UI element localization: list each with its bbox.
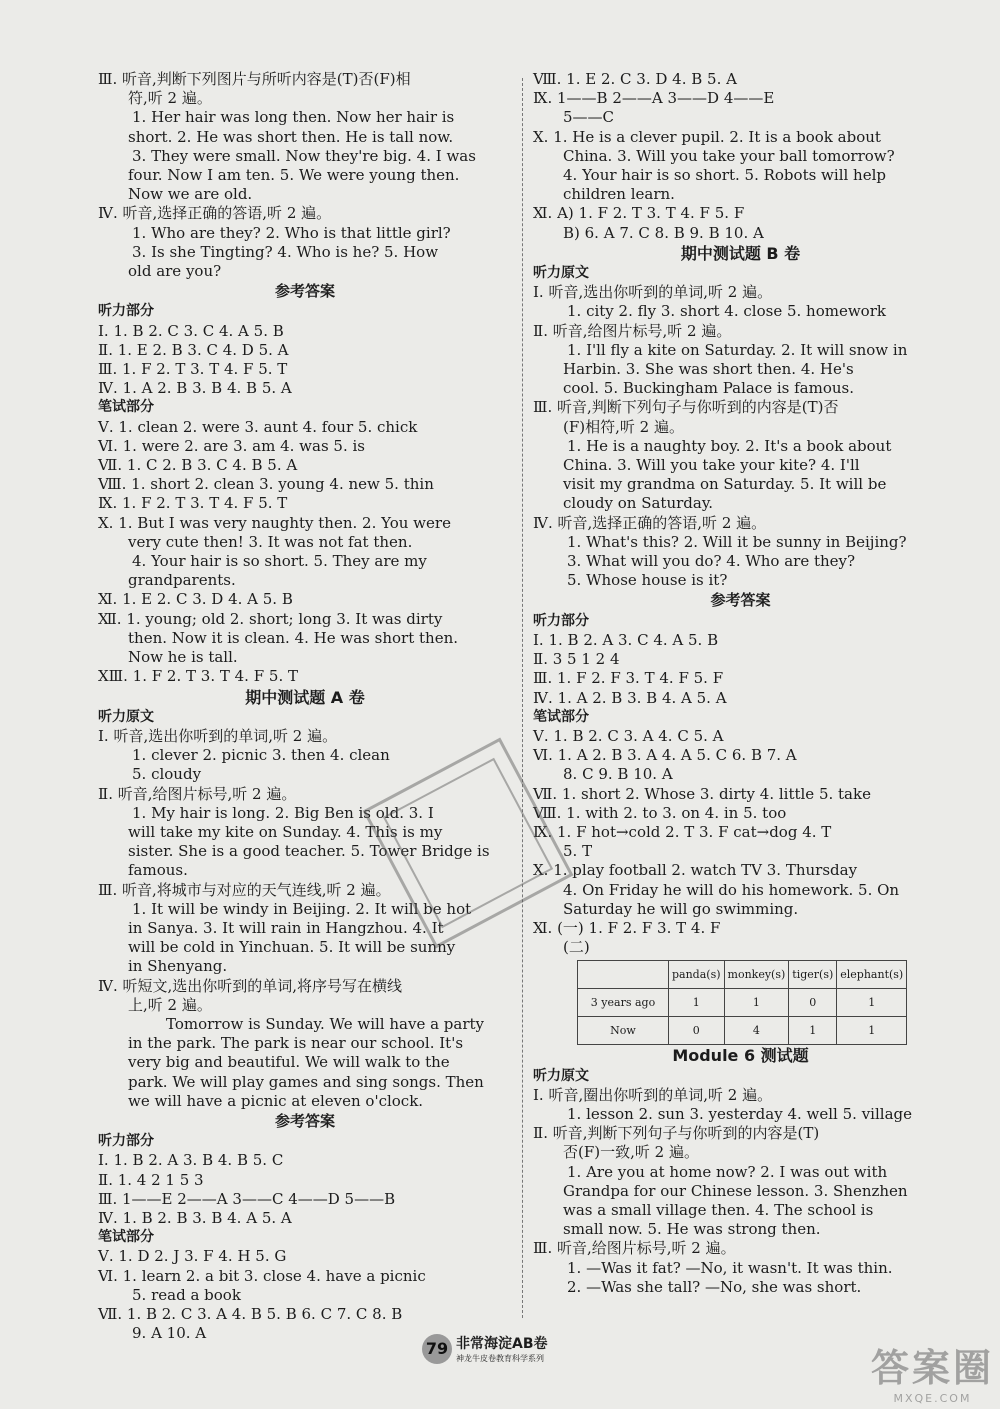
- text-line: famous.: [128, 861, 188, 880]
- text-line: Harbin. 3. She was short then. 4. He's: [563, 360, 854, 379]
- part-label: 听力原文: [533, 265, 589, 282]
- text-line: Ⅲ. 1——E 2——A 3——C 4——D 5——B: [98, 1189, 396, 1208]
- part-label: 笔试部分: [533, 708, 589, 725]
- text-line: Ⅰ. 听音,圈出你听到的单词,听 2 遍。: [533, 1085, 773, 1104]
- text-line: 3. Is she Tingting? 4. Who is he? 5. How: [132, 242, 439, 261]
- text-line: 1. Who are they? 2. Who is that little girl?: [132, 223, 451, 242]
- text-line: 4. Your hair is so short. 5. Robots will help: [563, 166, 886, 185]
- text-line: 3. What will you do? 4. Who are they?: [567, 552, 856, 571]
- table-row: [578, 1017, 907, 1045]
- text-line: 1. I'll fly a kite on Saturday. 2. It will snow in: [567, 340, 908, 359]
- text-line: Ⅷ. 1. with 2. to 3. on 4. in 5. too: [533, 803, 787, 822]
- text-line: Ⅰ. 1. B 2. A 3. B 4. B 5. C: [98, 1151, 284, 1170]
- text-line: Ⅵ. 1. learn 2. a bit 3. close 4. have a picnic: [98, 1266, 426, 1285]
- text-line: will be cold in Yinchuan. 5. It will be sunny: [128, 938, 456, 957]
- text-line: Ⅰ. 听音,选出你听到的单词,听 2 遍。: [533, 283, 773, 302]
- column-divider: [522, 78, 523, 1318]
- table-cell: Now: [578, 1017, 669, 1045]
- text-line: Ⅹ. 1. He is a clever pupil. 2. It is a book about: [533, 127, 881, 146]
- table-cell: 4: [724, 1017, 789, 1045]
- watermark-logo-text: 答案圈: [870, 1346, 994, 1390]
- text-line: Ⅰ. 1. B 2. C 3. C 4. A 5. B: [98, 321, 284, 340]
- text-line: Ⅺ. 1. E 2. C 3. D 4. A 5. B: [98, 590, 293, 609]
- text-line: will take my kite on Sunday. 4. This is my: [128, 822, 443, 841]
- footer-title: 非常海淀AB卷: [456, 1336, 548, 1352]
- text-line: children learn.: [563, 185, 675, 204]
- text-line: very big and beautiful. We will walk to the: [128, 1053, 450, 1072]
- text-line: Ⅴ. 1. D 2. J 3. F 4. H 5. G: [98, 1247, 287, 1266]
- text-line: cloudy on Saturday.: [563, 494, 714, 513]
- text-line: 5. T: [563, 842, 593, 861]
- text-line: 1. —Was it fat? —No, it wasn't. It was thin.: [567, 1258, 893, 1277]
- text-line: Ⅳ. 听音,选择正确的答语,听 2 遍。: [533, 513, 767, 532]
- text-line: Ⅲ. 听音,给图片标号,听 2 遍。: [533, 1239, 736, 1258]
- table-cell: 3 years ago: [578, 989, 669, 1017]
- table-cell: 1: [669, 989, 725, 1017]
- text-line: Saturday he will go swimming.: [563, 899, 799, 918]
- text-line: Ⅳ. 1. B 2. B 3. B 4. A 5. A: [98, 1208, 292, 1227]
- text-line: Ⅹ. 1. play football 2. watch TV 3. Thursday: [533, 861, 858, 880]
- text-line: (二): [563, 938, 590, 957]
- table-cell: 1: [724, 989, 789, 1017]
- text-line: Ⅳ. 听音,选择正确的答语,听 2 遍。: [98, 204, 332, 223]
- text-line: Ⅶ. 1. B 2. C 3. A 4. B 5. B 6. C 7. C 8. B: [98, 1305, 403, 1323]
- text-line: cool. 5. Buckingham Palace is famous.: [563, 379, 854, 398]
- text-line: Ⅱ. 听音,判断下列句子与你听到的内容是(T): [533, 1124, 820, 1143]
- text-line: in Shenyang.: [128, 957, 228, 976]
- text-line: 2. —Was she tall? —No, she was short.: [567, 1277, 862, 1296]
- text-line: Ⅱ. 1. 4 2 1 5 3: [98, 1170, 204, 1189]
- text-line: Ⅵ. 1. A 2. B 3. A 4. A 5. C 6. B 7. A: [533, 746, 797, 765]
- text-line: Ⅰ. 1. B 2. A 3. C 4. A 5. B: [533, 630, 719, 649]
- right-column: [533, 70, 948, 1297]
- text-line: Ⅴ. 1. B 2. C 3. A 4. C 5. A: [533, 726, 724, 745]
- text-line: Ⅲ. 1. F 2. F 3. T 4. F 5. F: [533, 669, 724, 688]
- text-line: in Sanya. 3. It will rain in Hangzhou. 4. It: [128, 918, 444, 937]
- text-line: Ⅳ. 听短文,选出你听到的单词,将序号写在横线: [98, 976, 403, 995]
- table-cell: 1: [789, 1017, 837, 1045]
- text-line: 5——C: [563, 108, 615, 127]
- table-header-cell: tiger(s): [789, 961, 837, 989]
- text-line: Ⅸ. 1. F 2. T 3. T 4. F 5. T: [98, 494, 288, 513]
- table-cell: 1: [837, 989, 907, 1017]
- text-line: Ⅹ. 1. But I was very naughty then. 2. You were: [98, 513, 451, 532]
- table-header-cell: monkey(s): [724, 961, 789, 989]
- text-line: B) 6. A 7. C 8. B 9. B 10. A: [563, 223, 764, 242]
- text-line: grandparents.: [128, 571, 236, 590]
- part-label: 听力原文: [533, 1067, 589, 1084]
- text-line: Ⅲ. 听音,判断下列图片与所听内容是(T)否(F)相: [98, 70, 411, 88]
- table-header-cell: panda(s): [669, 961, 725, 989]
- table-header-row: [578, 961, 907, 989]
- text-line: 8. C 9. B 10. A: [563, 765, 673, 784]
- text-line: 符,听 2 遍。: [128, 89, 212, 108]
- footer-subtitle: 神龙牛皮卷教育科学系列: [456, 1354, 544, 1363]
- table-header-cell: [578, 961, 669, 989]
- text-line: Ⅺ. A) 1. F 2. T 3. T 4. F 5. F: [533, 204, 745, 223]
- text-line: 1. clever 2. picnic 3. then 4. clean: [132, 746, 390, 765]
- page-number: 79: [422, 1334, 452, 1364]
- text-line: in the park. The park is near our school. It's: [128, 1034, 464, 1053]
- text-line: Ⅳ. 1. A 2. B 3. B 4. B 5. A: [98, 379, 292, 398]
- text-line: we will have a picnic at eleven o'clock.: [128, 1091, 424, 1110]
- text-line: Now we are old.: [128, 185, 253, 204]
- text-line: 1. Her hair was long then. Now her hair is: [132, 108, 455, 127]
- text-line: (F)相符,听 2 遍。: [563, 417, 684, 436]
- text-line: Ⅵ. 1. were 2. are 3. am 4. was 5. is: [98, 436, 365, 455]
- watermark-logo: [871, 1337, 994, 1405]
- text-line: Ⅱ. 听音,给图片标号,听 2 遍。: [98, 784, 297, 803]
- text-line: Ⅱ. 听音,给图片标号,听 2 遍。: [533, 321, 732, 340]
- part-label: 听力部分: [98, 1133, 154, 1150]
- text-line: Ⅴ. 1. clean 2. were 3. aunt 4. four 5. chick: [98, 417, 418, 436]
- text-line: 1. It will be windy in Beijing. 2. It will be hot: [132, 899, 472, 918]
- table-header-cell: elephant(s): [837, 961, 907, 989]
- text-line: 5. Whose house is it?: [567, 571, 728, 590]
- text-line: very cute then! 3. It was not fat then.: [128, 532, 413, 551]
- text-line: park. We will play games and sing songs. Then: [128, 1072, 484, 1091]
- text-line: 5. cloudy: [132, 765, 202, 784]
- text-line: then. Now it is clean. 4. He was short then.: [128, 628, 458, 647]
- text-line: 1. lesson 2. sun 3. yesterday 4. well 5. village: [567, 1104, 912, 1123]
- page-footer: [422, 1333, 548, 1364]
- text-line: Ⅸ. 1——B 2——A 3——D 4——E: [533, 89, 775, 108]
- part-label: 听力原文: [98, 708, 154, 725]
- section-heading: Module 6 测试题: [672, 1046, 809, 1066]
- text-line: Ⅲ. 听音,将城市与对应的天气连线,听 2 遍。: [98, 880, 391, 899]
- text-line: ⅩⅢ. 1. F 2. T 3. T 4. F 5. T: [98, 667, 298, 686]
- text-line: Ⅷ. 1. E 2. C 3. D 4. B 5. A: [533, 70, 737, 88]
- text-line: Ⅰ. 听音,选出你听到的单词,听 2 遍。: [98, 726, 338, 745]
- part-label: 笔试部分: [98, 1229, 154, 1246]
- animal-count-table: [577, 960, 907, 1045]
- text-line: Now he is tall.: [128, 648, 238, 667]
- text-line: small now. 5. He was strong then.: [563, 1220, 821, 1239]
- section-heading: 参考答案: [274, 282, 335, 301]
- text-line: China. 3. Will you take your ball tomorrow?: [563, 146, 895, 165]
- table-row: [578, 989, 907, 1017]
- text-line: China. 3. Will you take your kite? 4. I'll: [563, 456, 860, 475]
- table-cell: 1: [837, 1017, 907, 1045]
- text-line: 上,听 2 遍。: [128, 995, 212, 1014]
- section-heading: 参考答案: [274, 1111, 335, 1130]
- watermark-url: MXQE.COM: [893, 1392, 972, 1405]
- text-line: Tomorrow is Sunday. We will have a party: [166, 1014, 485, 1033]
- text-line: Ⅲ. 1. F 2. T 3. T 4. F 5. T: [98, 360, 288, 379]
- text-line: Ⅶ. 1. C 2. B 3. C 4. B 5. A: [98, 456, 298, 475]
- text-line: Grandpa for our Chinese lesson. 3. Shenzhen: [563, 1181, 908, 1200]
- part-label: 听力部分: [98, 303, 154, 320]
- text-line: 1. My hair is long. 2. Big Ben is old. 3. I: [132, 803, 434, 822]
- text-line: visit my grandma on Saturday. 5. It will be: [563, 475, 887, 494]
- text-line: Ⅷ. 1. short 2. clean 3. young 4. new 5. thin: [98, 475, 434, 494]
- text-line: Ⅻ. 1. young; old 2. short; long 3. It was dirty: [98, 609, 443, 628]
- section-heading: 参考答案: [710, 591, 771, 610]
- text-line: 4. Your hair is so short. 5. They are my: [132, 552, 427, 571]
- text-line: 1. He is a naughty boy. 2. It's a book about: [567, 436, 892, 455]
- text-line: 1. What's this? 2. Will it be sunny in Beijing?: [567, 532, 907, 551]
- text-line: short. 2. He was short then. He is tall now.: [128, 127, 454, 146]
- section-heading: 期中测试题 B 卷: [680, 243, 801, 263]
- text-line: Ⅲ. 听音,判断下列句子与你听到的内容是(T)否: [533, 398, 839, 417]
- text-line: Ⅳ. 1. A 2. B 3. B 4. A 5. A: [533, 688, 727, 707]
- text-line: 5. read a book: [132, 1285, 241, 1304]
- text-line: four. Now I am ten. 5. We were young then.: [128, 166, 460, 185]
- text-line: 1. Are you at home now? 2. I was out with: [567, 1162, 888, 1181]
- text-line: old are you?: [128, 262, 222, 281]
- table-cell: 0: [789, 989, 837, 1017]
- text-line: 否(F)一致,听 2 遍。: [563, 1143, 699, 1162]
- text-line: 4. On Friday he will do his homework. 5. On: [563, 880, 900, 899]
- text-line: Ⅱ. 3 5 1 2 4: [533, 650, 620, 669]
- text-line: Ⅱ. 1. E 2. B 3. C 4. D 5. A: [98, 340, 289, 359]
- table-cell: 0: [669, 1017, 725, 1045]
- text-line: Ⅶ. 1. short 2. Whose 3. dirty 4. little 5. take: [533, 784, 871, 803]
- text-line: sister. She is a good teacher. 5. Tower Bridge is: [128, 842, 490, 861]
- text-line: was a small village then. 4. The school is: [563, 1200, 874, 1219]
- text-line: Ⅺ. (一) 1. F 2. F 3. T 4. F: [533, 918, 721, 937]
- part-label: 听力部分: [533, 612, 589, 629]
- text-line: 1. city 2. fly 3. short 4. close 5. homework: [567, 302, 886, 321]
- text-line: Ⅸ. 1. F hot→cold 2. T 3. F cat→dog 4. T: [533, 822, 832, 841]
- part-label: 笔试部分: [98, 399, 154, 416]
- text-line: 3. They were small. Now they're big. 4. I was: [132, 146, 476, 165]
- left-column: [98, 70, 512, 1343]
- text-line: 9. A 10. A: [132, 1324, 207, 1343]
- section-heading: 期中测试题 A 卷: [245, 687, 365, 707]
